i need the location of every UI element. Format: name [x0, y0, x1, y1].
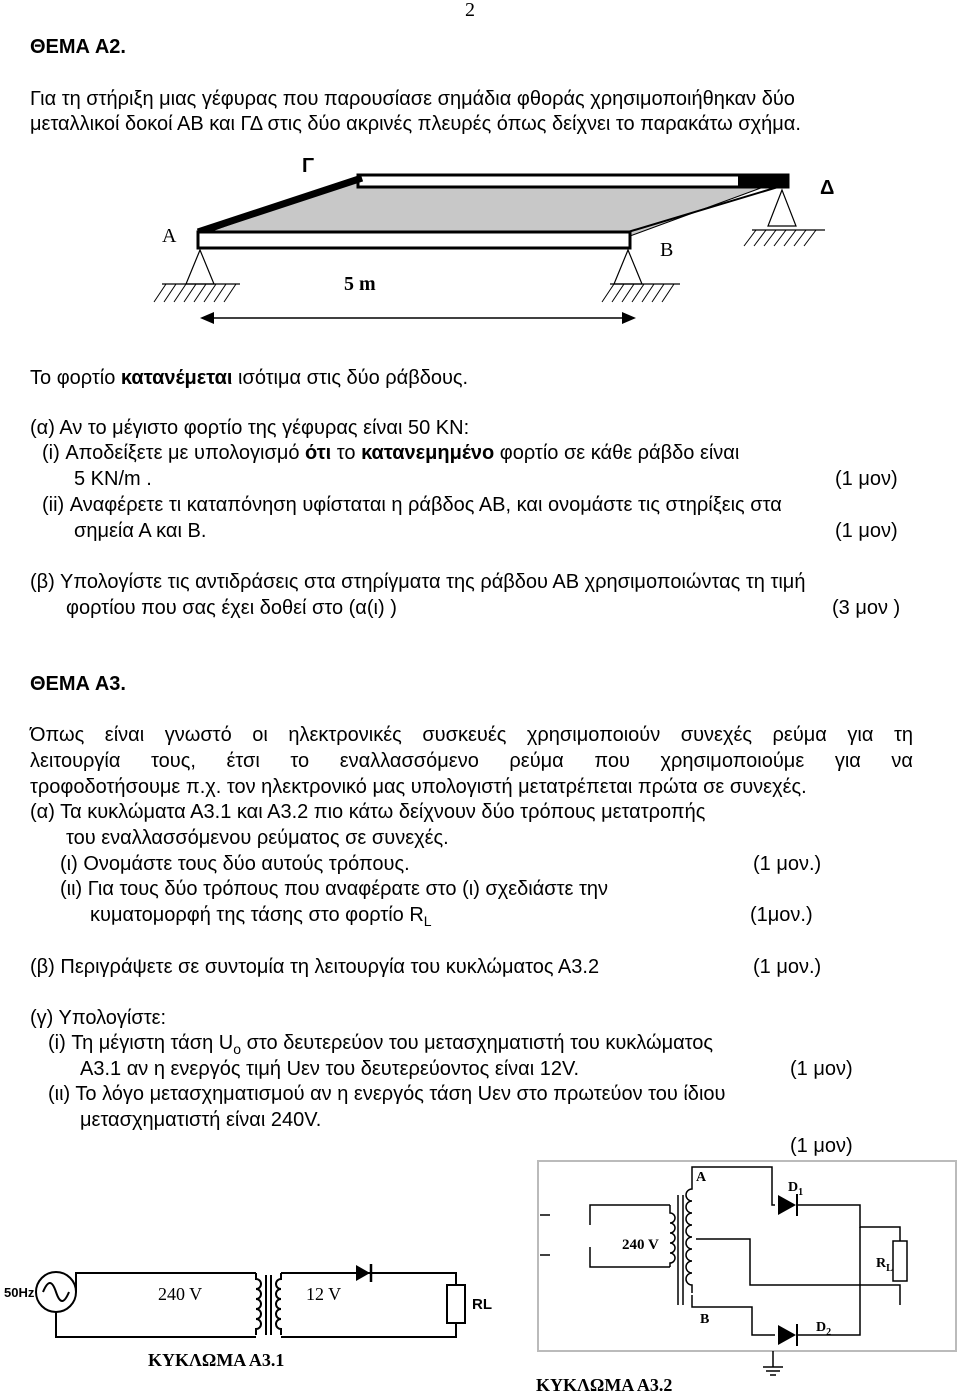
- a2-qb-line-2: φορτίου που σας έχει δοθεί στο (α(ι) ): [66, 597, 397, 619]
- a3-qb-marks: (1 μον.): [753, 956, 822, 978]
- load-subscript: L: [886, 1263, 893, 1274]
- heading-a2: ΘΕΜΑ Α2.: [30, 36, 126, 58]
- qc-i-pre: (i) Τη μέγιστη τάση U: [48, 1032, 234, 1054]
- a3-qb-line: (β) Περιγράψετε σε συντομία τη λειτουργία του κυκλώματος Α3.2: [30, 956, 600, 978]
- a2-qa-ii-line-2: σημεία Α και Β.: [74, 520, 207, 542]
- diode-icon: [356, 1264, 371, 1282]
- label-g: Γ: [302, 155, 315, 177]
- a2-qa-ii-line-1: (ii) Αναφέρετε τι καταπόνηση υφίσταται η ράβδος ΑΒ, και ονομάστε τις στηρίξεις στα: [42, 494, 782, 516]
- a3-qa-line-2: του εναλλασσόμενου ρεύματος σε συνεχές.: [66, 827, 449, 849]
- load-bold: κατανέμεται: [120, 367, 233, 389]
- qc-i-post: στο δευτερεύον του μετασχηματιστή του κυκλώματος: [241, 1032, 714, 1054]
- a2-qa-i-marks: (1 μον): [835, 468, 898, 490]
- a2-qa-line: (α) Αν το μέγιστο φορτίο της γέφυρας είναι 50 ΚΝ:: [30, 417, 470, 439]
- a3-qa-line-1: (α) Τα κυκλώματα Α3.1 και Α3.2 πιο κάτω δείχνουν δύο τρόπους μετατροπής: [30, 801, 706, 823]
- secondary-voltage-label: 12 V: [306, 1284, 342, 1304]
- primary-voltage-label: 240 V: [158, 1284, 203, 1304]
- diode-d1-icon: [778, 1194, 797, 1216]
- qa-i-pre: (i) Αποδείξετε με υπολογισμό: [42, 442, 306, 464]
- a3-qc-ii-line-2: μετασχηματιστή είναι 240V.: [80, 1109, 322, 1131]
- voltage-label: 240 V: [622, 1237, 659, 1253]
- qa-i-post: φορτίο σε κάθε ράβδο είναι: [494, 442, 740, 464]
- a3-qc-ii-marks: (1 μον): [790, 1135, 853, 1157]
- a3-qa-ii-marks: (1μον.): [750, 904, 813, 926]
- load-sentence: [30, 366, 468, 390]
- source-label: 50Hz: [4, 1285, 35, 1300]
- d2-subscript: 2: [826, 1327, 832, 1338]
- a3-p1-line-3: τροφοδοτήσουμε π.χ. τον ηλεκτρονικό μας υπολογιστή μετατρέπεται πρώτα σε συνεχές.: [30, 776, 807, 798]
- qa-i-mid: το: [331, 442, 362, 464]
- a2-qa-i-line-2: 5 KN/m .: [74, 468, 152, 490]
- qc-i-subscript: o: [233, 1041, 242, 1057]
- label-a: Α: [162, 225, 177, 247]
- caption-a3-2: ΚΥΚΛΩΜΑ Α3.2: [536, 1375, 673, 1395]
- label-d: Δ: [820, 177, 835, 199]
- beam-ab: [198, 232, 630, 248]
- a3-qa-i-marks: (1 μον.): [753, 853, 822, 875]
- a3-qc-i-line-2: Α3.1 αν η ενεργός τιμή Uεν του δευτερεύοντος είναι 12V.: [80, 1058, 580, 1080]
- load-letter: R: [876, 1256, 887, 1271]
- beam-gd: [358, 175, 788, 187]
- label-b-circuit: B: [700, 1312, 710, 1327]
- ground-icon: [763, 1351, 783, 1375]
- a2-qa-i-line-1: [42, 441, 739, 465]
- d2-letter: D: [816, 1320, 827, 1335]
- qa-i-bold-2: κατανεμημένο: [361, 442, 495, 464]
- a3-p1-line-2: λειτουργία τους, έτσι το εναλλασσόμενο ρεύμα που χρησιμοποιούμε για να: [30, 750, 913, 772]
- a2-intro-line-1: Για τη στήριξη μιας γέφυρας που παρουσίασε σημάδια φθοράς χρησιμοποιήθηκαν δύο: [30, 88, 795, 110]
- center-tap-transformer-icon: [670, 1181, 692, 1305]
- qa-ii-text: κυματομορφή της τάσης στο φορτίο R: [90, 904, 424, 926]
- load-label: RL: [472, 1296, 492, 1313]
- heading-a3: ΘΕΜΑ Α3.: [30, 673, 126, 695]
- d1-label: [788, 1180, 803, 1198]
- circuit-a3-1: [0, 1255, 540, 1395]
- diode-d2-icon: [778, 1324, 797, 1346]
- a2-qa-ii-marks: (1 μον): [835, 520, 898, 542]
- caption-a3-1: ΚΥΚΛΩΜΑ Α3.1: [148, 1350, 285, 1370]
- transformer-icon: [256, 1273, 281, 1335]
- d1-subscript: 1: [798, 1187, 804, 1198]
- a3-p1-line-1: Όπως είναι γνωστό οι ηλεκτρονικές συσκευές χρησιμοποιούν συνεχές ρεύμα για τη: [30, 724, 913, 746]
- load-label-2: [876, 1256, 893, 1274]
- support-d: [768, 190, 796, 226]
- length-label: 5 m: [344, 273, 376, 295]
- a3-qa-i: (ι) Ονομάστε τους δύο αυτούς τρόπους.: [60, 853, 410, 875]
- qa-ii-subscript: L: [423, 913, 432, 929]
- qa-i-bold-1: ότι: [305, 442, 332, 464]
- a2-qb-line-1: (β) Υπολογίστε τις αντιδράσεις στα στηρίγματα της ράβδου ΑΒ χρησιμοποιώντας τη τιμή: [30, 571, 806, 593]
- load-resistor-icon-2: [893, 1241, 907, 1281]
- a3-qc-i-marks: (1 μον): [790, 1058, 853, 1080]
- a2-qb-marks: (3 μον ): [832, 597, 901, 619]
- a3-qa-ii-line-1: (ιι) Για τους δύο τρόπους που αναφέρατε στο (ι) σχεδιάστε την: [60, 878, 609, 900]
- a3-qa-ii-line-2: [90, 903, 432, 933]
- load-resistor-icon: [447, 1285, 465, 1323]
- support-b: [614, 250, 642, 284]
- load-post: ισότιμα στις δύο ράβδους.: [232, 367, 469, 389]
- circuit-a3-2: [520, 1155, 960, 1395]
- a3-qc-ii-line-1: (ιι) Το λόγο μετασχηματισμού αν η ενεργός τάση Uεν στο πρωτεύον του ίδιου: [48, 1083, 726, 1105]
- label-b: Β: [660, 239, 674, 261]
- a2-intro-line-2: μεταλλικοί δοκοί ΑΒ και ΓΔ στις δύο ακρινές πλευρές όπως δείχνει το παρακάτω σχήμα.: [30, 113, 801, 135]
- page-number: 2: [465, 0, 475, 21]
- load-pre: Το φορτίο: [30, 367, 121, 389]
- support-a: [186, 250, 214, 284]
- d1-letter: D: [788, 1180, 799, 1195]
- a3-qc-line: (γ) Υπολογίστε:: [30, 1007, 167, 1029]
- label-a-circuit: A: [696, 1170, 707, 1185]
